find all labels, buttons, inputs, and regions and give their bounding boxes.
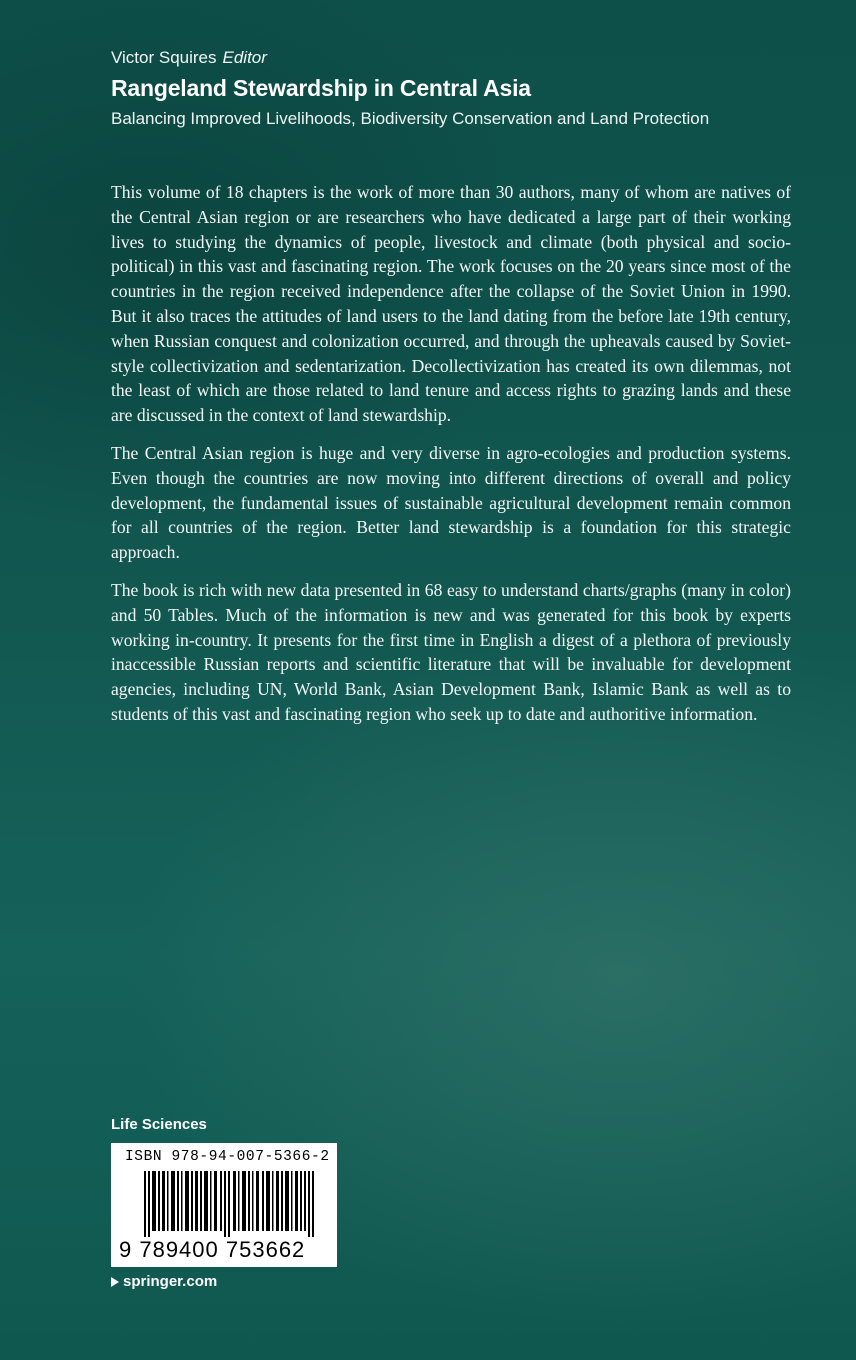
book-title: Rangeland Stewardship in Central Asia — [111, 75, 531, 101]
triangle-arrow-icon — [111, 1277, 119, 1287]
publisher-link[interactable] — [111, 1273, 217, 1290]
barcode-digits: 9 789400 753662 — [119, 1237, 306, 1262]
book-subtitle: Balancing Improved Livelihoods, Biodiversity Conservation and Land Protection — [111, 109, 710, 128]
editor-line — [111, 47, 811, 69]
isbn-barcode-box — [111, 1143, 337, 1267]
subject-category: Life Sciences — [111, 1116, 207, 1133]
blurb-paragraph: The Central Asian region is huge and very diverse in agro-ecologies and production systems. Even though the countries are now moving into different directions of overall and policy development, the fundamental issues of sustainable agricultural development remain common for all countries of the region. Better land stewardship is a foundation for this strategic approach. — [111, 442, 791, 563]
blurb-paragraph: This volume of 18 chapters is the work of more than 30 authors, many of whom are natives of the Central Asian region or are researchers who have dedicated a large part of their working lives to studying the dynamics of people, livestock and climate (both physical and socio-political) in this vast and fascinating region. The work focuses on the 20 years since most of the countries in the region received independence after the collapse of the Soviet Union in 1990. But it also traces the attitudes of land users to the land dating from the before late 19th century, when Russian conquest and colonization occurred, and through the upheavals caused by Soviet-style collectivization and sedentarization. Decollectivization has created its own dilemmas, not the least of which are those related to land tenure and access rights to grazing lands and these are discussed in the context of land stewardship. — [111, 182, 791, 426]
isbn-label: ISBN 978-94-007-5366-2 — [125, 1149, 330, 1165]
publisher-link-text[interactable]: springer.com — [123, 1273, 218, 1290]
editor-name: Victor Squires — [111, 48, 217, 67]
editor-role: Editor — [222, 48, 267, 67]
blurb — [111, 180, 791, 740]
barcode-icon — [144, 1171, 316, 1237]
blurb-paragraph: The book is rich with new data presented in 68 easy to understand charts/graphs (many in color) and 50 Tables. Much of the information is new and was generated for this book by experts working in-country. It presents for the first time in English a digest of a plethora of previously inaccessible Russian reports and scientific literature that will be invaluable for development agencies, including UN, World Bank, Asian Development Bank, Islamic Bank as well as to students of this vast and fascinating region who seek up to date and authoritive information. — [111, 579, 791, 724]
cover-header — [111, 47, 811, 130]
